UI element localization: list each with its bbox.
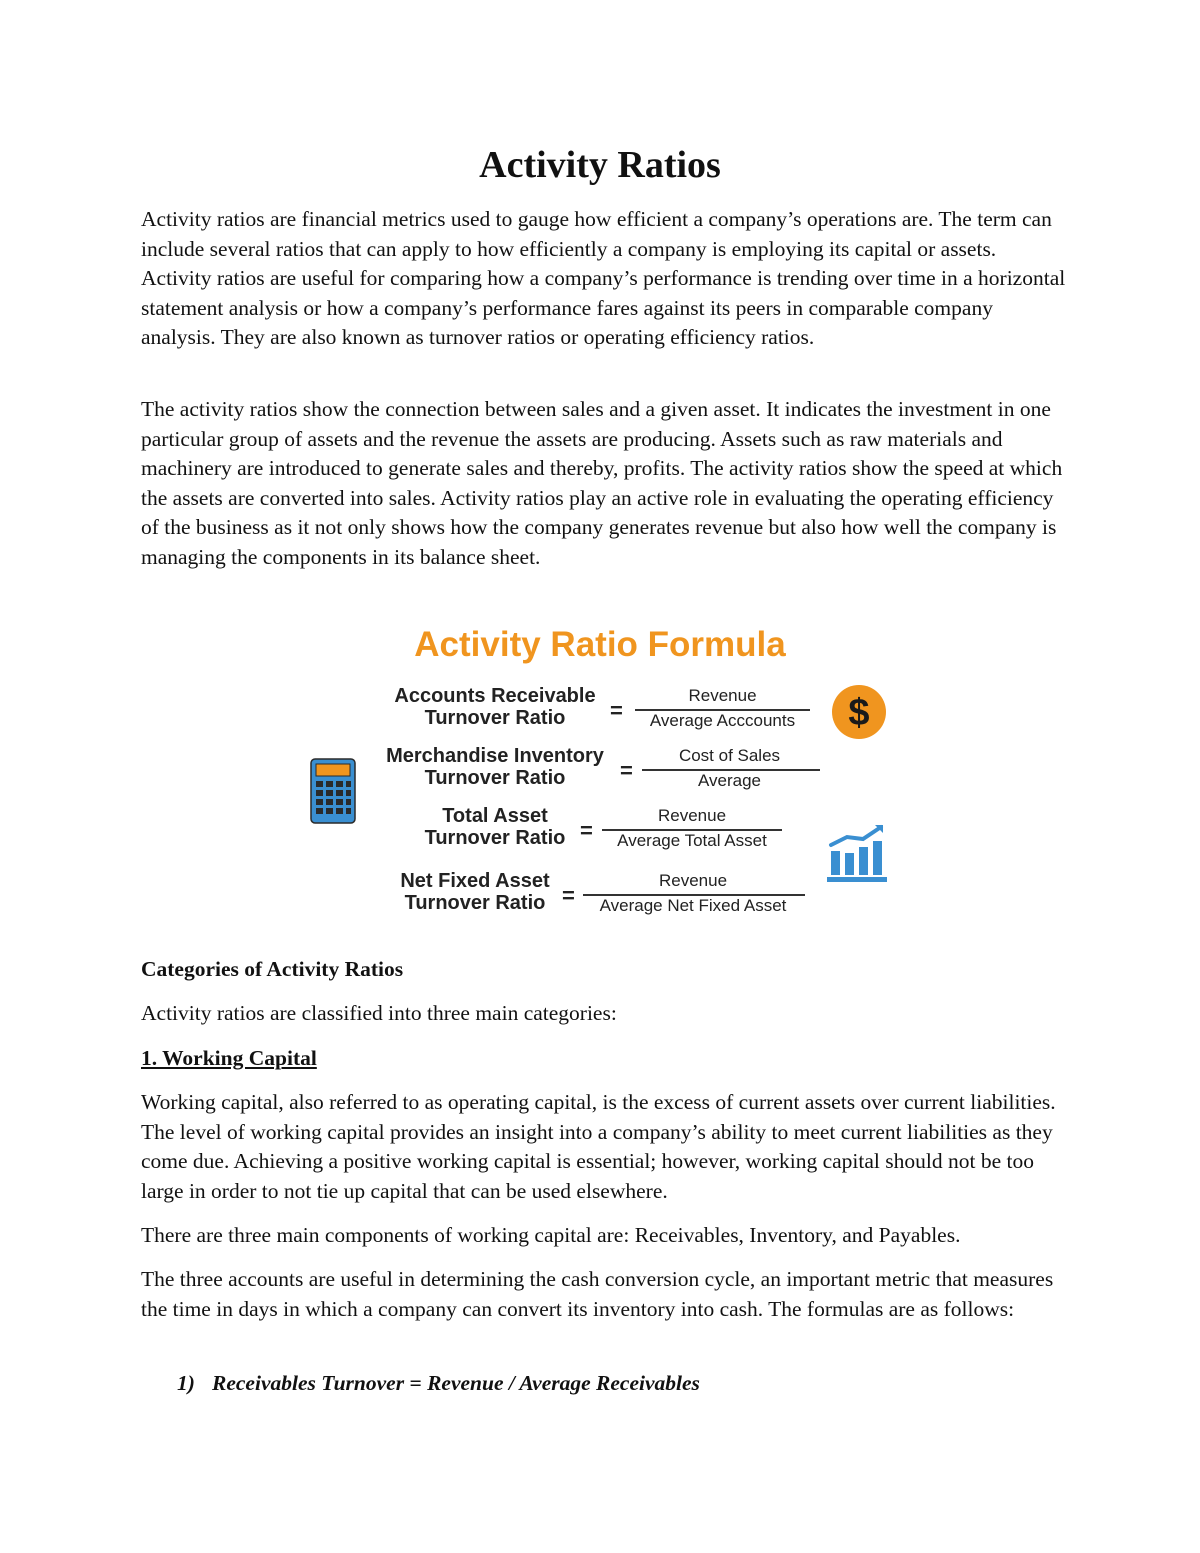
dollar-coin-icon bbox=[830, 683, 888, 741]
categories-heading: Categories of Activity Ratios bbox=[141, 957, 404, 981]
list-number: 1) bbox=[177, 1371, 195, 1395]
working-capital-paragraph-3: The three accounts are useful in determining the cash conversion cycle, an important metric that measures the time in days in which a company can convert its inventory into cash. The formulas are as follows: bbox=[141, 1267, 1054, 1321]
equals-sign: = bbox=[620, 758, 633, 783]
working-capital-paragraph-1: Working capital, also referred to as operating capital, is the excess of current assets over current liabilities. The level of working capital provides an insight into a company’s ability to meet current liabilities as they come due. Achieving a positive working capital is essential; however, working capital should not be too large in order to not tie up capital that can be used elsewhere. bbox=[141, 1090, 1056, 1203]
formula-numerator: Cost of Sales bbox=[678, 746, 781, 765]
formula-numerator: Revenue bbox=[657, 806, 727, 825]
working-capital-paragraph-2: There are three main components of working capital are: Receivables, Inventory, and Payables. bbox=[141, 1223, 961, 1247]
formula-label-net-fixed-asset: Net Fixed Asset Turnover Ratio bbox=[400, 870, 550, 914]
bar-chart-icon bbox=[825, 823, 889, 885]
receivables-turnover-formula bbox=[177, 1369, 700, 1397]
formula-label-accounts-receivable: Accounts Receivable Turnover Ratio bbox=[394, 685, 596, 729]
activity-ratio-formula-figure bbox=[300, 615, 900, 935]
equals-sign: = bbox=[580, 818, 593, 843]
page-title: Activity Ratios bbox=[479, 144, 721, 186]
working-capital-heading: 1. Working Capital bbox=[141, 1046, 317, 1070]
formula-denominator: Average Acccounts bbox=[649, 711, 796, 730]
formula-text: Receivables Turnover = Revenue / Average Receivables bbox=[212, 1371, 700, 1395]
categories-intro: Activity ratios are classified into three main categories: bbox=[141, 1001, 617, 1025]
formula-numerator: Revenue bbox=[688, 686, 757, 705]
equals-sign: = bbox=[610, 698, 623, 723]
svg-text:$: $ bbox=[848, 692, 870, 734]
formula-label-merchandise-inventory: Merchandise Inventory Turnover Ratio bbox=[386, 745, 604, 789]
calculator-icon bbox=[310, 758, 356, 824]
formula-label-total-asset: Total Asset Turnover Ratio bbox=[424, 805, 566, 849]
formula-denominator: Average bbox=[697, 771, 761, 790]
formula-numerator: Revenue bbox=[658, 871, 728, 890]
formula-denominator: Average Total Asset bbox=[617, 831, 767, 850]
formula-denominator: Average Net Fixed Asset bbox=[599, 896, 787, 915]
intro-paragraph-1: Activity ratios are financial metrics used to gauge how efficient a company’s operations are. The term can include several ratios that can apply to how efficiently a company is employing its capital or assets. Activity ratios are useful for comparing how a company’s performance is trending over time in a horizontal statement analysis or how a company’s performance fares against its peers in comparable company analysis. They are also known as turnover ratios or operating efficiency ratios. bbox=[141, 207, 1066, 349]
intro-paragraph-2: The activity ratios show the connection between sales and a given asset. It indicates the investment in one particular group of assets and the revenue the assets are producing. Assets such as raw materials and machinery are introduced to generate sales and thereby, profits. The activity ratios show the speed at which the assets are converted into sales. Activity ratios play an active role in evaluating the operating efficiency of the business as it not only shows how the company generates revenue but also how well the company is managing the components in its balance sheet. bbox=[141, 397, 1063, 569]
equals-sign: = bbox=[562, 883, 575, 908]
figure-title: Activity Ratio Formula bbox=[414, 625, 786, 664]
